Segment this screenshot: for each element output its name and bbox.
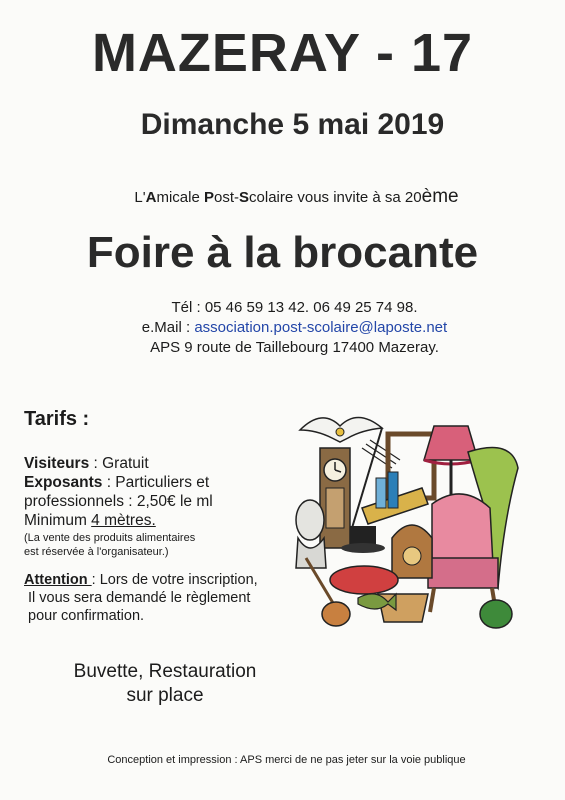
attention-line [24,571,258,590]
invite-text: L' [134,189,146,206]
buvette-line: sur place [126,685,204,706]
exposants-line [24,473,209,492]
pumpkin-figure [480,600,512,628]
invite-text: ost- [213,189,239,206]
food-note: est réservée à l'organisateur.) [24,546,169,558]
food-note: (La vente des produits alimentaires [24,532,196,544]
attention-text: pour confirmation. [28,608,145,624]
red-cushion [330,566,398,594]
radio-figure [392,525,432,578]
bottle-figure [376,478,386,508]
visiteurs-line [24,454,149,473]
invite-initial: S [239,189,250,206]
armchair-figure [428,494,498,612]
event-date: Dimanche 5 mai 2019 [140,108,445,141]
exposants-label: Exposants [24,474,103,491]
event-title: Foire à la brocante [86,228,479,277]
postal-address: APS 9 route de Taillebourg 17400 Mazeray. [150,339,439,356]
minimum-prefix: Minimum [24,512,92,529]
exposants-price: professionnels : 2,50€ le ml [24,493,213,510]
invite-text: colaire vous invite à sa 20 [249,189,422,206]
buvette-line: Buvette, Restauration [73,661,257,682]
attention-text: Il vous sera demandé le règlement [28,590,251,606]
exposants-value: : Particuliers et [102,474,210,491]
rake-teeth [362,440,400,468]
basket-figure [378,594,428,622]
phone-numbers: Tél : 05 46 59 13 42. 06 49 25 74 98. [171,299,418,316]
email-line [0,318,565,337]
footer-note: Conception et impression : APS merci de ne pas jeter sur la voie publique [107,754,466,766]
brocante-illustration [292,408,522,636]
invite-text: micale [156,189,204,206]
tarifs-heading: Tarifs : [24,408,90,430]
attention-text: : Lors de votre inscription, [91,572,258,588]
invite-initial: A [145,189,157,206]
invite-line [0,186,565,208]
minimum-value: 4 mètres. [91,512,156,529]
email-address: association.post-scolaire@laposte.net [194,319,448,336]
invite-initial: P [203,189,214,206]
eagle-figure [300,417,382,442]
visiteurs-label: Visiteurs [24,455,90,472]
email-label: e.Mail : [141,319,195,336]
page-title: MAZERAY - 17 [91,23,474,83]
buvette-info [40,660,290,708]
clock-figure [320,448,350,548]
bottle-figure [388,472,398,508]
invite-superscript: ème [421,186,459,207]
minimum-line [24,511,156,530]
attention-label: Attention [24,572,92,588]
visiteurs-value: : Gratuit [89,455,149,472]
